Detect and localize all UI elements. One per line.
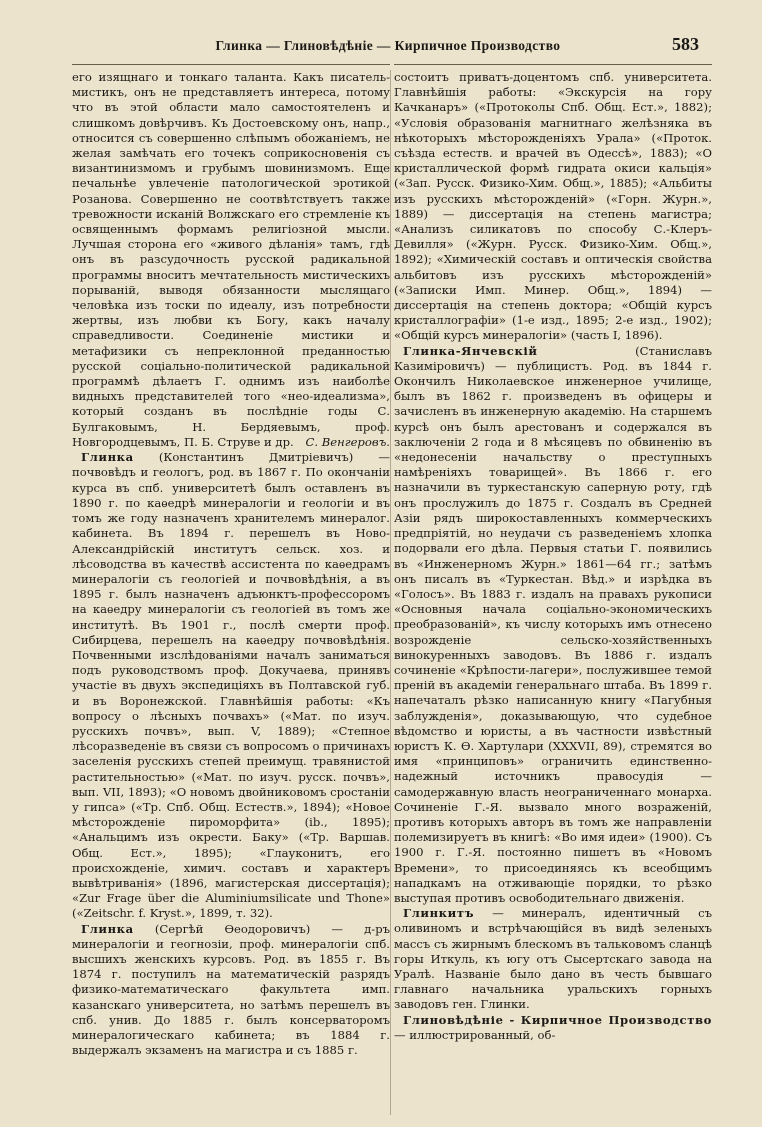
headword: Глинкитъ bbox=[403, 906, 475, 921]
column-divider bbox=[390, 70, 391, 1115]
running-header bbox=[0, 34, 762, 64]
headword: Глинка-Янчевскій bbox=[403, 343, 538, 358]
entry-text: — минералъ, идентичный съ оливиномъ и встрѣчающійся въ видѣ зеленыхъ массъ съ жирнымъ блескомъ въ тальковомъ сланцѣ горы Иткуль, къ югу отъ Сысертскаго завода на Уралѣ. Названіе было дано въ честь бывшаго главнаго начальника уральскихъ горныхъ заводовъ ген. Глинки. bbox=[394, 906, 712, 1012]
left-column bbox=[72, 70, 390, 1058]
entry-glinka-sergei-continued: состоитъ приватъ-доцентомъ спб. университета. Главнѣйшія работы: «Экскурсія на гору Качканаръ» («Протоколы Спб. Общ. Ест.», 1882); «Условія образованія магнитнаго желѣзняка въ нѣкоторыхъ мѣсторожденіяхъ Урала» («Проток. съѣзда естеств. и врачей въ Одессѣ», 1883); «О кристаллической формѣ гидрата окиси кальція» («Зап. Русск. Физико-Хим. Общ.», 1885); «Альбиты изъ русскихъ мѣсторожденій» («Горн. Журн.», 1889) — диссертація на степень магистра; «Анализъ силикатовъ по способу С.-Клеръ-Девилля» («Журн. Русск. Физико-Хим. Общ.», 1892); «Химическій составъ и оптическія свойства альбитовъ изъ русскихъ мѣсторожденій» («Записки Имп. Минер. Общ.», 1894) — диссертація на степень доктора; «Общій курсъ кристаллографіи» (1-е изд., 1895; 2-е изд., 1902); «Общій курсъ минералогіи» (часть I, 1896). bbox=[394, 70, 712, 343]
entry-glinka-yanchevsky bbox=[394, 344, 712, 907]
running-title: Глинка — Глиновѣдѣніе — Кирпичное Производство bbox=[215, 38, 561, 53]
entry-glinka-sergei bbox=[72, 922, 390, 1059]
entry-text: — иллюстрированный, об- bbox=[394, 1027, 556, 1042]
headword: Глинка bbox=[81, 450, 134, 465]
right-column bbox=[394, 70, 712, 1043]
author-signature: С. Венгеровъ. bbox=[305, 435, 390, 450]
entry-glinovedenie bbox=[394, 1013, 712, 1043]
page-number: 583 bbox=[672, 34, 699, 54]
entry-glinka-konstantin bbox=[72, 450, 390, 921]
header-rule-left bbox=[72, 64, 390, 65]
article-volzhsky-continued: его изящнаго и тонкаго таланта. Какъ писатель-мистикъ, онъ не представляетъ интереса, потому что въ этой области мало самостоятеленъ и слишкомъ довѣрчивъ. Къ Достоевскому онъ, напр., относится съ совершенно слѣпымъ обожаніемъ, не желая замѣчать его точекъ соприкосновенія съ византинизмомъ и грубымъ шовинизмомъ. Еще печальнѣе увлеченіе патологической эротикой Розанова. Совершенно не соотвѣтствуетъ также тревожности исканій Волжскаго его стремленіе къ освященнымъ формамъ религіозной мысли. Лучшая сторона его «живого дѣланія» тамъ, гдѣ онъ въ разсудочность русской радикальной программы вноситъ мечтательность мистическихъ порываній, выводя обязанности мыслящаго человѣка изъ тоски по идеалу, изъ потребности жертвы, изъ любви къ Богу, какъ началу справедливости. Соединеніе мистики и метафизики съ непреклонной преданностью русской соціально-политической радикальной программѣ дѣлаетъ Г. однимъ изъ наиболѣе видныхъ представителей того «нео-идеализма», который созданъ въ послѣдніе годы С. Булгаковымъ, Н. Бердяевымъ, проф. Новгородцевымъ, П. Б. Струве и др. bbox=[72, 70, 390, 449]
header-rule-right bbox=[394, 64, 712, 65]
entry-text: (Константинъ Дмитріевичъ) — почвовѣдъ и геологъ, род. въ 1867 г. По окончаніи курса въ спб. университетѣ былъ оставленъ въ 1890 г. по каѳедрѣ минералогіи и геологіи и въ томъ же году назначенъ хранителемъ минералог. кабинета. Въ 1894 г. перешелъ въ Ново-Александрійскій институтъ сельск. хоз. и лѣсоводства въ качествѣ ассистента по каѳедрамъ минералогіи съ геологіей и почвовѣдѣнія, а въ 1895 г. былъ назначенъ адъюнктъ-профессоромъ на каѳедру минералогіи съ геологіей въ томъ же институтѣ. Въ 1901 г., послѣ смерти проф. Сибирцева, перешелъ на каѳедру почвовѣдѣнія. Почвенными изслѣдованіями началъ заниматься подъ руководствомъ проф. Докучаева, принявъ участіе въ двухъ экспедиціяхъ въ Полтавской губ. и въ Воронежской. Главнѣйшія работы: «Къ вопросу о лѣсныхъ почвахъ» («Мат. по изуч. русскихъ почвъ», вып. V, 1889); «Степное лѣсоразведеніе въ связи съ вопросомъ о причинахъ заселенія русскихъ степей преимущ. травянистой растительностью» («Мат. по изуч. русск. почвъ», вып. VII, 1893); «О новомъ двойниковомъ сростаніи у гипса» («Тр. Спб. Общ. Естеств.», 1894); «Новое мѣсторожденіе пироморфита» (ib., 1895); «Анальцимъ изъ окрести. Баку» («Тр. Варшав. Общ. Ест.», 1895); «Глауконитъ, его происхожденіе, химич. составъ и характеръ вывѣтриванія» (1896, магистерская диссертація); «Zur Frage über die Aluminiumsilicate und Thone» («Zeitschr. f. Kryst.», 1899, т. 32). bbox=[72, 450, 390, 921]
entry-text: (Станиславъ Казиміровичъ) — публицистъ. Род. въ 1844 г. Окончилъ Николаевское инженерное училище, былъ въ 1862 г. произведенъ въ офицеры и зачисленъ въ инженерную академію. На старшемъ курсѣ онъ былъ арестованъ и содержался въ заключеніи 2 года и 8 мѣсяцевъ по обвиненію въ «недонесеніи начальству о преступныхъ намѣреніяхъ товарищей». Въ 1866 г. его назначили въ туркестанскую саперную роту, гдѣ онъ прослужилъ до 1875 г. Создалъ въ Средней Азіи рядъ широкоставленныхъ коммерческихъ предпріятій, но неудачи съ разведеніемъ хлопка подорвали его дѣла. Первыя статьи Г. появились въ «Инженерномъ Журн.» 1861—64 гг.; затѣмъ онъ писалъ въ «Туркестан. Вѣд.» и изрѣдка въ «Голосъ». Въ 1883 г. издалъ на правахъ рукописи «Основныя начала соціально-экономическихъ преобразованій», къ числу которыхъ имъ отнесено возрожденіе сельско-хозяйственныхъ винокуренныхъ заводовъ. Въ 1886 г. издалъ сочиненіе «Крѣпости-лагери», послужившее темой преній въ академіи генеральнаго штаба. Въ 1899 г. напечаталъ рѣзко написанную книгу «Пагубныя заблужденія», доказывающую, что судебное вѣдомство и юристы, а въ частности извѣстный юристъ К. Ѳ. Хартулари (XXXVII, 89), стремятся во имя «принциповъ» ограничить единственно-надежный источникъ правосудія — самодержавную власть неограниченнаго монарха. Сочиненіе Г.-Я. вызвало много возраженій, противъ которыхъ авторъ въ томъ же направленіи полемизируетъ въ книгѣ: «Во имя идеи» (1900). Съ 1900 г. Г.-Я. постоянно пишетъ въ «Новомъ Времени», то присоединяясь къ всеобщимъ нападкамъ на отживающіе порядки, то рѣзко выступая противъ освободительнаго движенія. bbox=[394, 343, 712, 905]
entry-glinkit bbox=[394, 906, 712, 1012]
entry-text: (Сергѣй Ѳеодоровичъ) — д-ръ минералогіи и геогнозіи, проф. минералогіи спб. высшихъ женскихъ курсовъ. Род. въ 1855 г. Въ 1874 г. поступилъ на математическій разрядъ физико-математическаго факультета имп. казанскаго университета, но затѣмъ перешелъ въ спб. унив. До 1885 г. былъ консерваторомъ минералогическаго кабинета; въ 1884 г. выдержалъ экзаменъ на магистра и съ 1885 г. bbox=[72, 921, 390, 1058]
headword: Глиновѣдѣніе - Кирпичное Производство bbox=[403, 1012, 712, 1027]
headword: Глинка bbox=[81, 921, 134, 936]
